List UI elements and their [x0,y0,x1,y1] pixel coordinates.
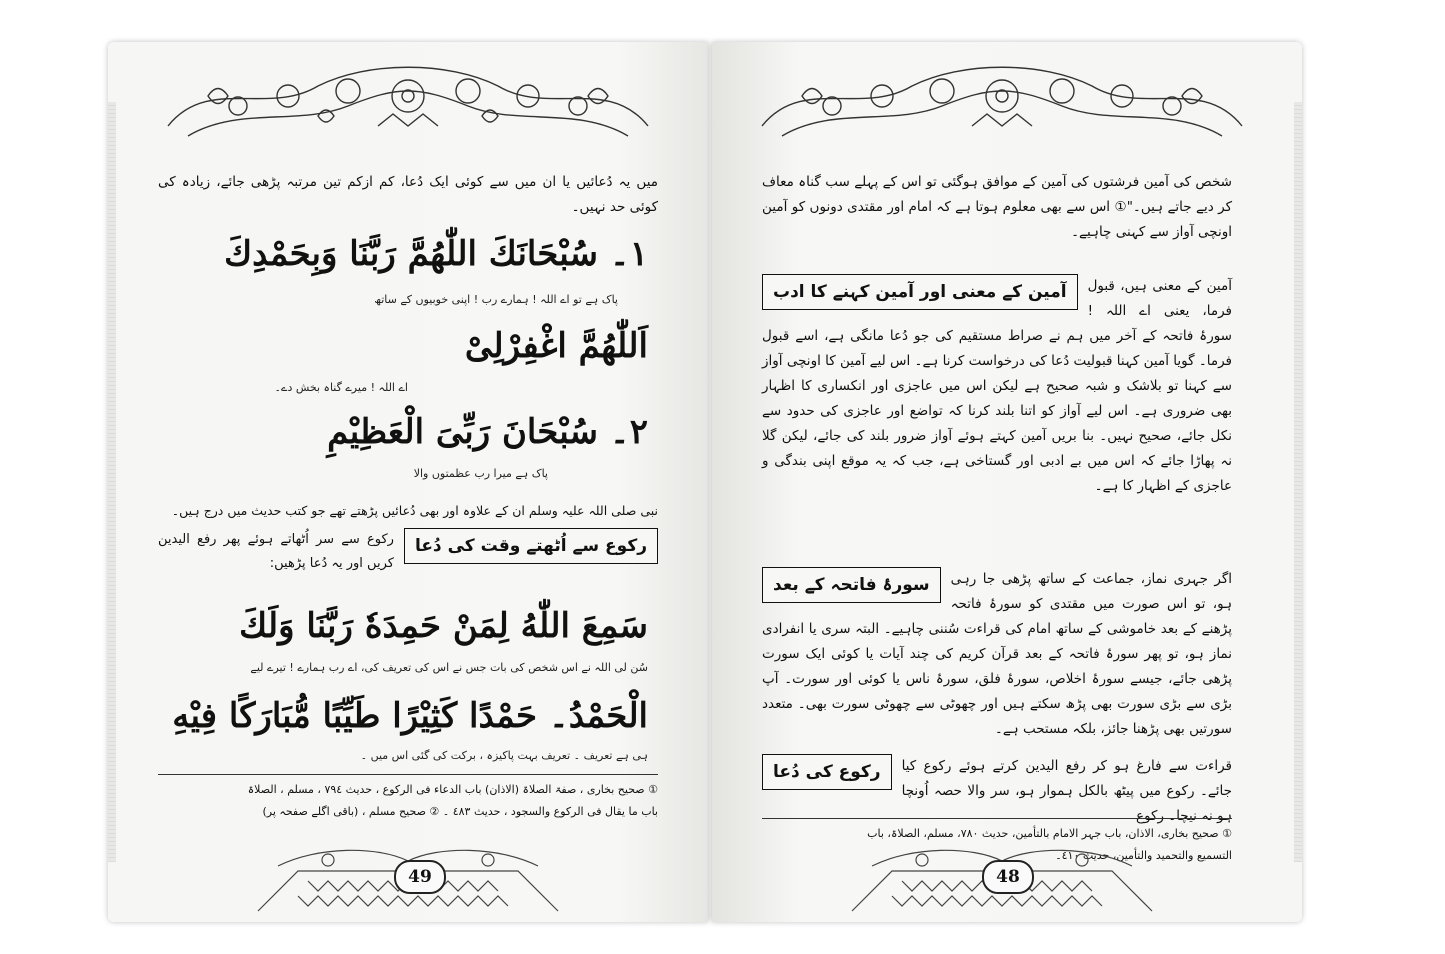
footnote-line: باب ما یقال فی الرکوع والسجود ، حدیث ٤٨٣ ۔ ② صحیح مسلم ، (باقی اگلے صفحہ پر) [262,805,658,818]
footnote-line: ① صحیح بخاری، الاذان، باب جہر الامام بالتأمین، حدیث ٧٨٠، مسلم، الصلاۃ، باب [867,827,1232,840]
left-page [108,42,708,922]
dua-2-translation: پاک ہے میرا رب عظمتوں والا [413,467,548,480]
paragraph-2: آمین کے معنی ہیں، قبول فرما، یعنی اے اللہ ! سورۂ فاتحہ کے آخر میں ہم نے صراط مستقیم کی جو دُعا مانگی ہے، اسے قبول فرما۔ گویا آمین کہنا قبولیت دُعا کی درخواست کرنا ہے۔ اس لیے آمین کا اونچی آواز سے کہنا تو بلاشک و شبہ صحیح ہے لیکن اس میں عاجزی اور انکساری کا اظہار بھی ضروری ہے۔ اس لیے آواز کو اتنا بلند کرنا کہ تواضع اور عاجزی کی حدود سے نکل جائے، صحیح نہیں۔ بنا بریں آمین کہتے ہوئے آواز ضرور بلند کی جائے، لیکن گلا نہ پھاڑا جائے کہ اس میں بے ادبی اور گستاخی ہے، جب کہ یہ موقع اپنی بندگی و عاجزی کے اظہار کا ہے۔ [762,278,1232,494]
section-heading: آمین کے معنی اور آمین کہنے کا ادب [762,274,1078,310]
footnote-line: التسمیع والتحمید والتأمین، حدیث ٤١٠۔ [1055,849,1232,862]
dua-3-arabic-line-1: سَمِعَ اللّٰهُ لِمَنْ حَمِدَهٗ رَبَّنَا وَلَكَ [239,606,648,646]
dua-1-translation-line-2: اے اللہ ! میرے گناہ بخش دے۔ [274,381,408,394]
section-text: رکوع سے سر اُٹھاتے ہوئے پھر رفع الیدین کریں اور یہ دُعا پڑھیں: [158,532,394,571]
footnote-line: ① صحیح بخاری ، صفۃ الصلاۃ (الاذان) باب الدعاء فی الرکوع ، حدیث ٧٩٤ ، مسلم ، الصلاۃ [247,783,658,796]
page-number: 49 [394,860,446,894]
section-heading: سورۂ فاتحہ کے بعد [762,567,941,603]
section-rukoo-rise [158,528,658,576]
section-heading: رکوع کی دُعا [762,754,892,790]
paragraph-1: شخص کی آمین فرشتوں کی آمین کے موافق ہوگئی تو اس کے پہلے سب گناہ معاف کر دیے جاتے ہیں۔"① اس سے بھی معلوم ہوتا ہے کہ امام اور مقتدی دونوں کو آمین اونچی آواز سے کہنی چاہیے۔ [762,174,1232,240]
dua-1-translation-line-1: پاک ہے تو اے اللہ ! ہمارے رب ! اپنی خوبیوں کے ساتھ [374,293,618,306]
section-after-fatiha [762,567,1232,742]
section-ameen-meaning [762,274,1232,499]
dua-3-translation-line-2: ہی ہے تعریف ۔ تعریف بہت پاکیزہ ، برکت کی گئی اس میں ۔ [360,749,648,762]
floral-header-ornament [148,56,668,146]
dua-3-translation-line-1: سُن لی اللہ نے اس شخص کی بات جس نے اس کی تعریف کی، اے رب ہمارے ! تیرے لیے [250,661,648,674]
open-book [108,42,1308,922]
right-page [712,42,1302,922]
hadith-note: نبی صلی اللہ علیہ وسلم ان کے علاوہ اور بھی دُعائیں پڑھتے تھے جو کتب حدیث میں درج ہیں۔ [171,503,658,518]
paragraph-4: قراءت سے فارغ ہو کر رفع الیدین کرتے ہوئے رکوع کیا جائے۔ رکوع میں پیٹھ بالکل ہموار ہو، سر والا حصہ اُونچا ہو نہ نیچا۔ رکوع [901,758,1232,824]
floral-header-ornament [742,56,1262,146]
footnotes [158,774,658,823]
dua-1-arabic-line-2: اَللّٰهُمَّ اغْفِرْلِیْ [464,326,648,366]
page-edge [1294,102,1302,862]
dua-1-arabic-line-1: ١۔ سُبْحَانَكَ اللّٰهُمَّ رَبَّنَا وَبِحَمْدِكَ [224,234,648,274]
section-heading: رکوع سے اُٹھتے وقت کی دُعا [404,528,658,564]
paragraph-3: اگر جہری نماز، جماعت کے ساتھ پڑھی جا رہی ہو، تو اس صورت میں مقتدی کو سورۂ فاتحہ پڑھنے کے بعد خاموشی کے ساتھ امام کی قراءت سُننی چاہیے۔ البتہ سری یا انفرادی نماز ہو، تو پھر سورۂ فاتحہ کے بعد قرآن کریم کی چند آیات یا کوئی ایک سورت پڑھی جائے، جیسے سورۂ اخلاص، سورۂ فلق، سورۂ ناس یا کوئی اور سورت۔ آپ بڑی سے بڑی سورت بھی پڑھ سکتے ہیں اور چھوٹی سے چھوٹی سورت بھی۔ متعدد سورتیں بھی پڑھنا جائز، بلکہ مستحب ہے۔ [762,571,1232,737]
dua-2-arabic: ٢۔ سُبْحَانَ رَبِّیَ الْعَظِیْمِ [327,412,648,452]
dua-3-arabic-line-2: الْحَمْدُ۔ حَمْدًا كَثِيْرًا طَيِّبًا مُّبَارَكًا فِيْهِ [172,696,648,736]
intro-text: میں یہ دُعائیں یا ان میں سے کوئی ایک دُعا، کم ازکم تین مرتبہ پڑھی جائے، زیادہ کی کوئی حد نہیں۔ [158,174,658,215]
page-number: 48 [982,860,1034,894]
page-edge [108,102,116,862]
